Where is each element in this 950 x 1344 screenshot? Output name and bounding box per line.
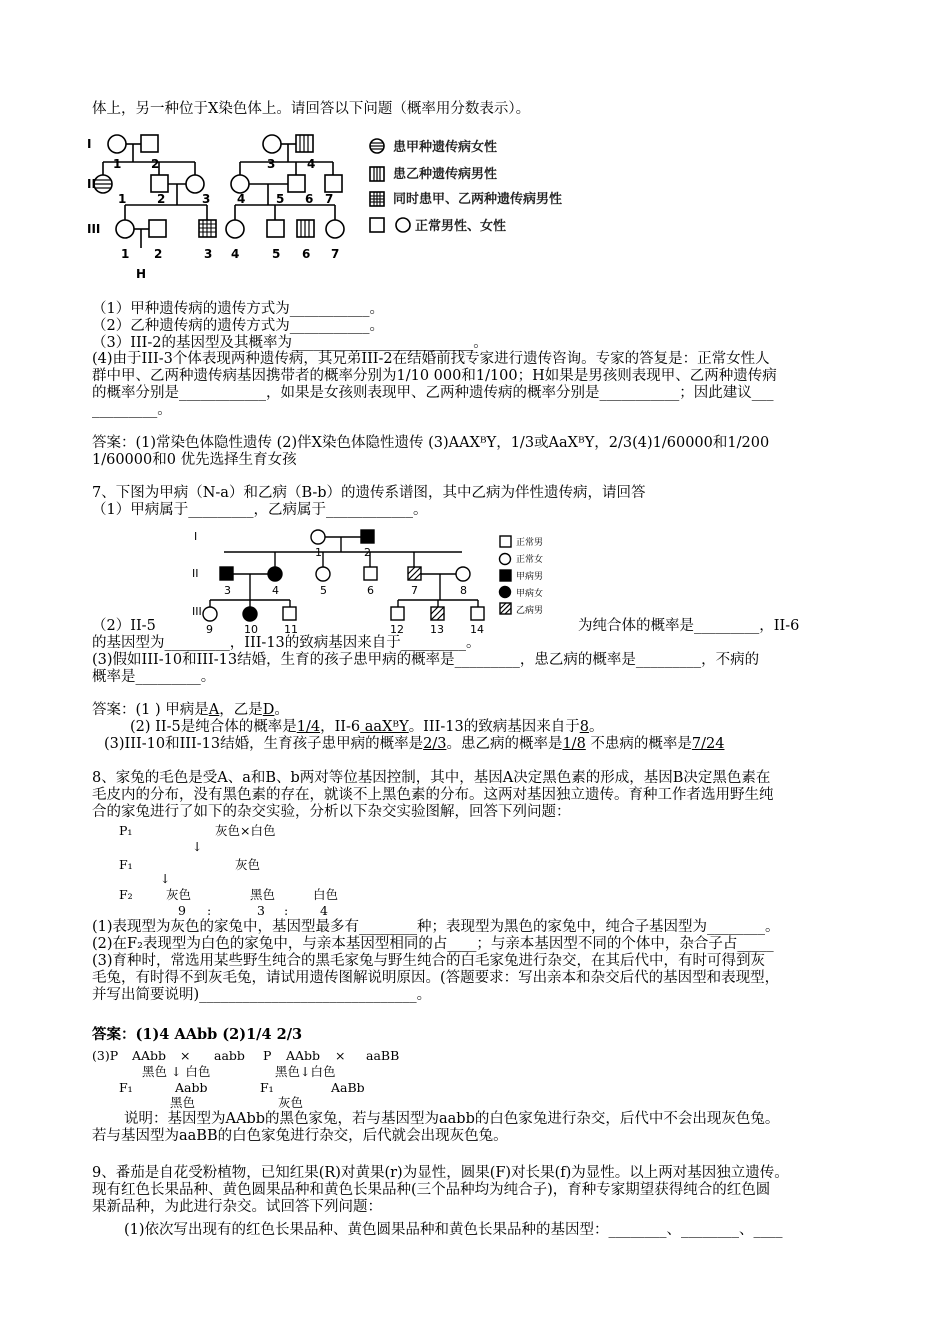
svg-text:2: 2 (154, 247, 163, 261)
q9-line-1: 9、番茄是自花受粉植物，已知红果(R)对黄果(r)为显性，圆果(F)对长果(f)为显性。以上两对基因独立遗传。 (92, 1165, 789, 1181)
q6-line-1: （1）甲种遗传病的遗传方式为___________。 (92, 301, 384, 317)
q8-note-1: 说明：基因型为AAbb的黑色家兔，若与基因型为aabb的白色家兔进行杂交，后代中不会出现灰色兔。 (124, 1111, 780, 1127)
answer-cross-ph1: 黑色 ↓ 白色 (142, 1064, 211, 1079)
q8-line-2: 毛皮内的分布，没有黑色素的存在，就谈不上黑色素的分布。这两对基因独立遗传。育种工作者选用野生纯 (92, 787, 774, 803)
svg-text:10: 10 (244, 623, 258, 636)
svg-text:7: 7 (411, 584, 418, 597)
svg-text:3: 3 (204, 247, 213, 261)
answer-cross-p2: P (263, 1048, 272, 1063)
svg-text:患甲种遗传病女性: 患甲种遗传病女性 (393, 140, 498, 155)
q8-answer: 答案：(1)4 AAbb (2)1/4 2/3 (92, 1026, 303, 1043)
answer-cross-g1: AAbb (132, 1048, 167, 1063)
svg-text:7: 7 (331, 247, 340, 261)
svg-text:3: 3 (224, 584, 231, 597)
svg-text:正常男: 正常男 (516, 538, 544, 548)
svg-text:6: 6 (302, 247, 311, 261)
ratio-grey: 9 (178, 903, 186, 918)
svg-text:3: 3 (267, 157, 276, 171)
svg-text:11: 11 (284, 623, 298, 636)
answer-cross-x2: × (335, 1048, 346, 1063)
svg-text:患乙种遗传病男性: 患乙种遗传病男性 (393, 167, 498, 182)
svg-text:甲病女: 甲病女 (516, 589, 544, 599)
pedigree-chart-1 (85, 130, 585, 290)
svg-text:乙病男: 乙病男 (516, 606, 544, 616)
q8-question-1: (1)表现型为灰色的家兔中，基因型最多有________种；表现型为黑色的家兔中，纯合子基因型为________。 (92, 919, 780, 935)
q7-line-3: 的基因型为_________，III-13的致病基因来自于_________。 (92, 635, 481, 651)
answer-cross-ph2: 黑色↓白色 (275, 1064, 336, 1079)
q6-line-3: （3）III-2的基因型及其概率为_________________________。 (92, 335, 488, 351)
svg-text:6: 6 (367, 584, 374, 597)
svg-text:7: 7 (325, 192, 334, 206)
svg-text:4: 4 (307, 157, 316, 171)
svg-text:1: 1 (113, 157, 122, 171)
q7-answer-3: (3)III-10和III-13结婚，生育孩子患甲病的概率是2/3。患乙病的概率是1/8 不患病的概率是7/24 (104, 736, 725, 752)
svg-text:H: H (136, 267, 147, 281)
svg-text:I: I (194, 530, 198, 543)
answer-f1-p1: 黑色 (170, 1095, 196, 1110)
q8-line-3: 合的家兔进行了如下的杂交实验，分析以下杂交实验图解，回答下列问题： (92, 804, 571, 820)
q7-title: 7、下图为甲病（N-a）和乙病（B-b）的遗传系谱图，其中乙病为伴性遗传病，请回答 (92, 485, 646, 501)
q6-line-5: 群中甲、乙两种遗传病基因携带者的概率分别为1/10 000和1/100；H如果是男孩则表现甲、乙两种遗传病 (92, 368, 777, 384)
q6-line-6: 的概率分别是____________，如果是女孩则表现甲、乙两种遗传病的概率分别是___________；因此建议___ (92, 385, 774, 401)
svg-text:9: 9 (206, 623, 213, 636)
q7-line-2b: 为纯合体的概率是_________，II-6 (578, 618, 800, 634)
q7-answer-2: (2) II-5是纯合体的概率是1/4，II-6 aaXᴮY。III-13的致病基因来自于8。 (130, 719, 604, 735)
q6-line-4: (4)由于III-3个体表现两种遗传病，其兄弟III-2在结婚前找专家进行遗传咨询。专家的答复是：正常女性人 (92, 351, 770, 367)
q6-line-2: （2）乙种遗传病的遗传方式为___________。 (92, 318, 384, 334)
cross-f1-phenotype: 灰色 (235, 857, 261, 872)
pedigree-chart-2 (188, 524, 568, 636)
svg-text:5: 5 (276, 192, 285, 206)
svg-text:2: 2 (157, 192, 166, 206)
svg-text:13: 13 (430, 623, 444, 636)
q8-line-1: 8、家兔的毛色是受A、a和B、b两对等位基因控制，其中，基因A决定黑色素的形成，基因B决定黑色素在 (92, 770, 771, 786)
ratio-white: 4 (320, 903, 328, 918)
svg-text:正常女: 正常女 (516, 555, 544, 565)
q6-line-7: _________。 (92, 402, 172, 418)
cross-f1-label: F₁ (119, 857, 133, 872)
q7-answer-1: 答案：(1 ) 甲病是A，乙是D。 (92, 702, 289, 718)
svg-text:甲病男: 甲病男 (516, 572, 544, 582)
answer-f1-label-1: F₁ (119, 1080, 133, 1095)
answer-cross-g2: aabb (214, 1048, 245, 1063)
answer-cross-p: (3)P (92, 1048, 119, 1063)
svg-text:正常男性、女性: 正常男性、女性 (415, 219, 507, 234)
ratio-black: 3 (257, 903, 265, 918)
answer-cross-g3: AAbb (286, 1048, 321, 1063)
cross-f2-white: 白色 (313, 887, 339, 902)
svg-text:II: II (87, 177, 96, 191)
svg-text:1: 1 (121, 247, 130, 261)
svg-text:4: 4 (231, 247, 240, 261)
cross-arrow-2: ↓ (160, 871, 171, 886)
cross-p1-label: P₁ (119, 823, 133, 838)
answer-f1-g2: AaBb (331, 1080, 365, 1095)
q8-note-2: 若与基因型为aaBB的白色家兔进行杂交，后代就会出现灰色兔。 (92, 1128, 508, 1144)
q9-line-4: (1)依次写出现有的红色长果品种、黄色圆果品种和黄色长果品种的基因型：________、________、____ (124, 1222, 783, 1238)
svg-text:II: II (192, 567, 199, 580)
q9-line-3: 果新品种，为此进行杂交。试回答下列问题： (92, 1199, 382, 1215)
q6-answer-2: 1/60000和0 优先选择生育女孩 (92, 452, 297, 468)
cross-p1-phenotype: 灰色×白色 (215, 823, 276, 838)
answer-f1-p2: 灰色 (278, 1095, 304, 1110)
svg-text:6: 6 (305, 192, 314, 206)
q8-question-3c: 并写出简要说明)______________________________。 (92, 987, 432, 1003)
svg-text:1: 1 (118, 192, 127, 206)
cross-f2-black: 黑色 (250, 887, 276, 902)
svg-text:1: 1 (315, 546, 322, 559)
svg-text:3: 3 (202, 192, 211, 206)
ratio-colon-1: : (207, 903, 212, 918)
svg-text:III: III (87, 222, 101, 236)
answer-f1-g1: Aabb (175, 1080, 208, 1095)
svg-text:4: 4 (237, 192, 246, 206)
intro-text: 体上，另一种位于X染色体上。请回答以下问题（概率用分数表示）。 (92, 101, 531, 117)
svg-text:2: 2 (151, 157, 160, 171)
q9-line-2: 现有红色长果品种、黄色圆果品种和黄色长果品种(三个品种均为纯合子)，育种专家期望获得纯合的红色圆 (92, 1182, 771, 1198)
cross-f2-grey: 灰色 (166, 887, 192, 902)
svg-text:12: 12 (390, 623, 404, 636)
ratio-colon-2: : (284, 903, 289, 918)
cross-f2-label: F₂ (119, 887, 133, 902)
answer-f1-label-2: F₁ (260, 1080, 274, 1095)
svg-text:4: 4 (272, 584, 279, 597)
answer-cross-x1: × (180, 1048, 191, 1063)
cross-arrow-1: ↓ (192, 839, 203, 854)
q7-line-4: (3)假如III-10和III-13结婚，生育的孩子患甲病的概率是_________，患乙病的概率是_________，不病的 (92, 652, 760, 668)
svg-text:5: 5 (320, 584, 327, 597)
svg-text:5: 5 (272, 247, 281, 261)
svg-text:2: 2 (364, 546, 371, 559)
q7-line-1: （1）甲病属于_________，乙病属于____________。 (92, 502, 428, 518)
svg-text:8: 8 (460, 584, 467, 597)
q7-line-2a: （2）II-5 (92, 618, 156, 634)
svg-text:III: III (192, 605, 202, 618)
q8-question-2: (2)在F₂表现型为白色的家兔中，与亲本基因型相同的占____；与亲本基因型不同的个体中，杂合子占_____ (92, 936, 774, 952)
svg-text:14: 14 (470, 623, 484, 636)
q8-question-3a: (3)育种时，常选用某些野生纯合的黑毛家兔与野生纯合的白毛家兔进行杂交，在其后代中，有时可得到灰 (92, 953, 766, 969)
q7-line-5: 概率是_________。 (92, 669, 216, 685)
svg-text:I: I (87, 137, 92, 151)
answer-cross-g4: aaBB (366, 1048, 400, 1063)
q6-answer-1: 答案：(1)常染色体隐性遗传 (2)伴X染色体隐性遗传 (3)AAXᴮY，1/3或AaXᴮY，2/3(4)1/60000和1/200 (92, 435, 770, 451)
q8-question-3b: 毛兔，有时得不到灰毛兔，请试用遗传图解说明原因。(答题要求：写出亲本和杂交后代的基因型和表现型， (92, 970, 780, 986)
svg-text:同时患甲、乙两种遗传病男性: 同时患甲、乙两种遗传病男性 (393, 192, 563, 207)
